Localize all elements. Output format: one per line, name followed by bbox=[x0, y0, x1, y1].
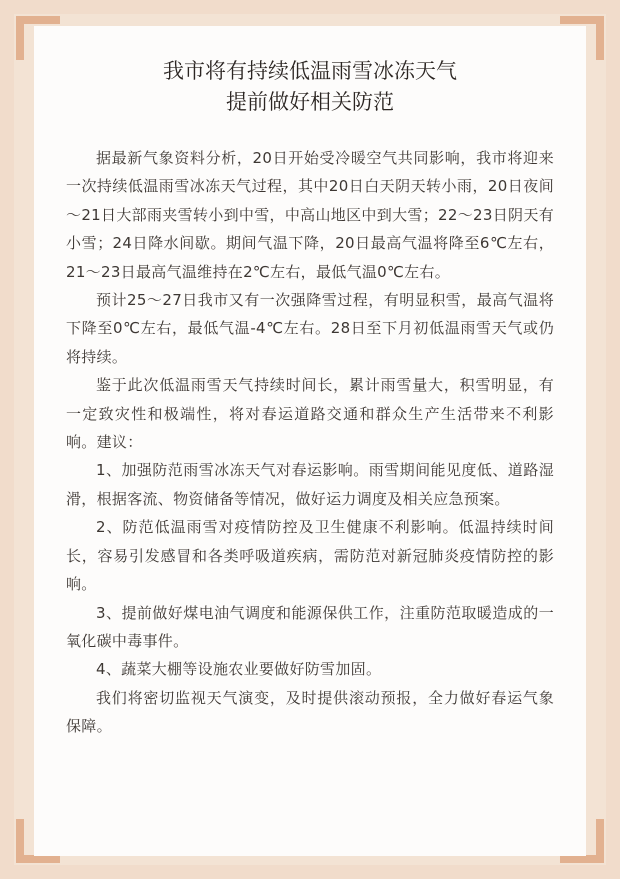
title-line-2: 提前做好相关防范 bbox=[226, 90, 394, 114]
suggestion-1: 1、加强防范雨雪冰冻天气对春运影响。雨雪期间能见度低、道路湿滑，根据客流、物资储备等情况，做好运力调度及相关应急预案。 bbox=[66, 461, 554, 508]
paragraph-snowfall: 预计25～27日我市又有一次强降雪过程，有明显积雪，最高气温将下降至0℃左右，最低气温-4℃左右。28日至下月初低温雨雪天气或仍将持续。 bbox=[66, 291, 554, 366]
notice-title bbox=[66, 56, 554, 118]
suggestion-4: 4、蔬菜大棚等设施农业要做好防雪加固。 bbox=[96, 660, 382, 679]
paragraph-impact: 鉴于此次低温雨雪天气持续时间长，累计雨雪量大，积雪明显，有一定致灾性和极端性，将对春运道路交通和群众生产生活带来不利影响。建议： bbox=[66, 376, 554, 452]
paragraph-forecast: 据最新气象资料分析，20日开始受冷暖空气共同影响，我市将迎来一次持续低温雨雪冰冻天气过程，其中20日白天阴天转小雨，20日夜间～21日大部雨夹雪转小到中雪，中高山地区中到大雪；22～23日阴天有小雪；24日降水间歇。期间气温下降，20日最高气温将降至6℃左右，21～23日最高气温维持在2℃左右，最低气温0℃左右。 bbox=[66, 149, 554, 281]
suggestion-3: 3、提前做好煤电油气调度和能源保供工作，注重防范取暖造成的一氧化碳中毒事件。 bbox=[66, 603, 554, 650]
suggestion-2: 2、防范低温雨雪对疫情防控及卫生健康不利影响。低温持续时间长，容易引发感冒和各类呼吸道疾病，需防范对新冠肺炎疫情防控的影响。 bbox=[66, 518, 554, 594]
notice-sheet bbox=[34, 26, 586, 856]
paragraph-closing: 我们将密切监视天气演变，及时提供滚动预报，全力做好春运气象保障。 bbox=[66, 688, 554, 736]
title-line-1: 我市将有持续低温雨雪冰冻天气 bbox=[163, 59, 457, 83]
